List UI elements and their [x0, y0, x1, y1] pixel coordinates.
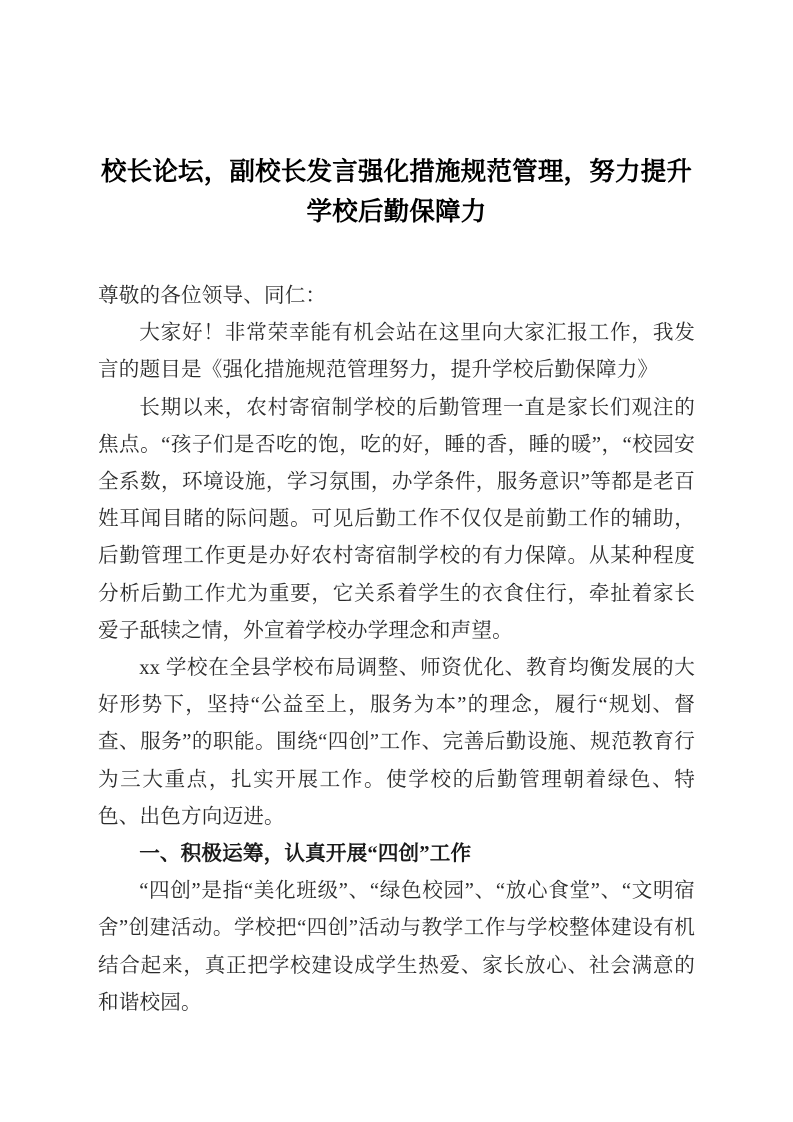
page-title: 校长论坛，副校长发言强化措施规范管理，努力提升学校后勤保障力 [100, 157, 693, 227]
section-1-paragraph-1: “四创”是指“美化班级”、“绿色校园”、“放心食堂”、“文明宿舍”创建活动。学校把“四创”活动与教学工作与学校整体建设有机结合起来，真正把学校建设成学生热爱、家长放心、社会满意的和谐校园。 [98, 880, 695, 1014]
body-paragraph-1: 大家好！非常荣幸能有机会站在这里向大家汇报工作，我发言的题目是《强化措施规范管理努力，提升学校后勤保障力》 [98, 322, 695, 382]
body-paragraph-3: xx 学校在全县学校布局调整、师资优化、教育均衡发展的大好形势下，坚持“公益至上，服务为本”的理念，履行“规划、督查、服务”的职能。围绕“四创”工作、完善后勤设施、规范教育行为三大重点，扎实开展工作。使学校的后勤管理朝着绿色、特色、出色方向迈进。 [98, 657, 695, 828]
salutation-line: 尊敬的各位领导、同仁： [98, 285, 327, 307]
document-content-area [98, 0, 695, 1022]
body-paragraph-2: 长期以来，农村寄宿制学校的后勤管理一直是家长们观注的焦点。“孩子们是否吃的饱，吃的好，睡的香，睡的暖”，“校园安全系数，环境设施，学习氛围，办学条件，服务意识”等都是老百姓耳闻目睹的际问题。可见后勤工作不仅仅是前勤工作的辅助，后勤管理工作更是办好农村寄宿制学校的有力保障。从某种程度分析后勤工作尤为重要，它关系着学生的衣食住行，牵扯着家长爱子舐犊之情，外宣着学校办学理念和声望。 [98, 396, 695, 642]
section-heading-1: 一、积极运筹，认真开展“四创”工作 [139, 843, 472, 866]
